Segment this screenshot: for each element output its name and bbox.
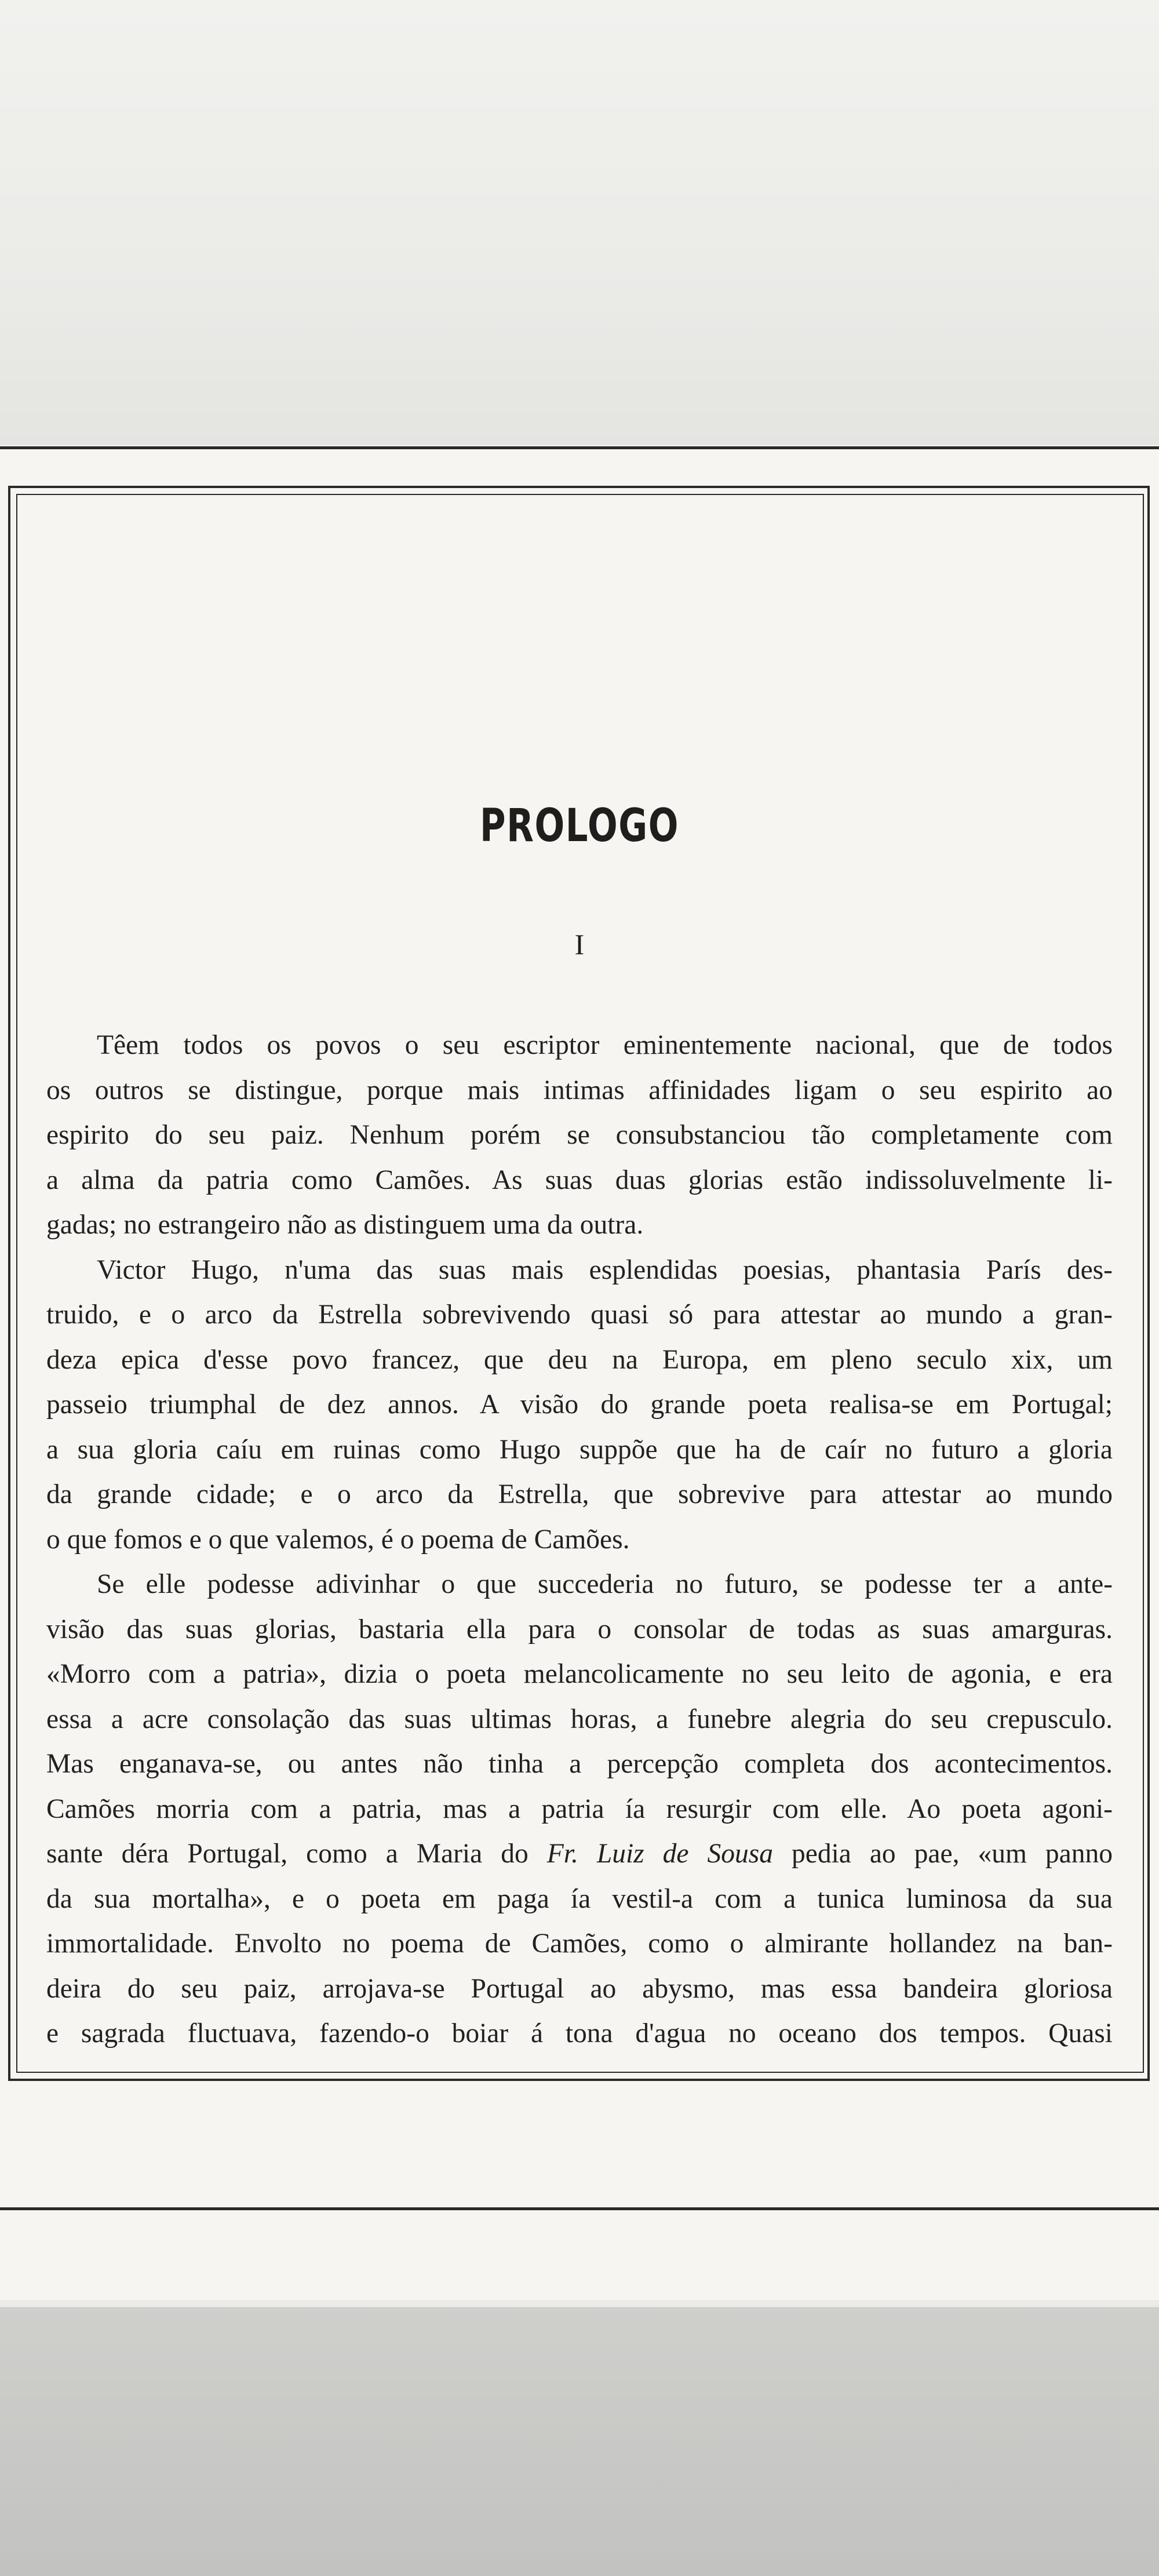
text-line: «Morro com a patria», dizia o poeta melancolicamente no seu leito de agonia, e era [46, 1659, 1113, 1689]
text-line: a alma da patria como Camões. As suas duas glorias estão indissoluvelmente li- [46, 1165, 1113, 1195]
text-line: gadas; no estrangeiro não as distinguem uma da outra. [46, 1210, 644, 1240]
text-segment: pedia ao pae, «um panno [772, 1839, 1113, 1869]
text-line: Têem todos os povos o seu escriptor eminentemente nacional, que de todos [97, 1030, 1113, 1060]
italic-reference: Fr. Luiz de Sousa [546, 1839, 773, 1869]
page-title: PROLOGO [479, 800, 680, 852]
page-bottom-rule [0, 2207, 1159, 2210]
text-line: Se elle podesse adivinhar o que succederia no futuro, se podesse ter a ante- [97, 1569, 1113, 1599]
text-line: passeio triumphal de dez annos. A visão do grande poeta realisa-se em Portugal; [46, 1389, 1113, 1420]
background-above-page [0, 0, 1159, 446]
background-below-page [0, 2307, 1159, 2576]
text-line-with-italic [46, 1832, 1113, 1877]
text-line: Victor Hugo, n'uma das suas mais esplendidas poesias, phantasia París des- [97, 1254, 1113, 1285]
text-segment: sante déra Portugal, como a Maria do [46, 1839, 547, 1869]
body-text [46, 1023, 1113, 2057]
text-line: os outros se distingue, porque mais intimas affinidades ligam o seu espirito ao [46, 1075, 1113, 1105]
text-line: Mas enganava-se, ou antes não tinha a percepção completa dos acontecimentos. [46, 1749, 1113, 1779]
text-line: truido, e o arco da Estrella sobrevivendo quasi só para attestar ao mundo a gran- [46, 1300, 1113, 1330]
text-line: espirito do seu paiz. Nenhum porém se consubstanciou tão completamente com [46, 1120, 1113, 1150]
text-line: Camões morria com a patria, mas a patria ía resurgir com elle. Ao poeta agoni- [46, 1793, 1113, 1824]
text-line: a sua gloria caíu em ruinas como Hugo suppõe que ha de caír no futuro a gloria [46, 1434, 1113, 1465]
page-top-rule [0, 446, 1159, 449]
text-line: deza epica d'esse povo francez, que deu na Europa, em pleno seculo xix, um [46, 1344, 1113, 1375]
text-line: essa a acre consolação das suas ultimas horas, a funebre alegria do seu crepusculo. [46, 1704, 1113, 1734]
text-line: da grande cidade; e o arco da Estrella, que sobrevive para attestar ao mundo [46, 1479, 1113, 1509]
text-line: da sua mortalha», e o poeta em paga ía vestil-a com a tunica luminosa da sua [46, 1883, 1113, 1914]
text-line: deira do seu paiz, arrojava-se Portugal ao abysmo, mas essa bandeira gloriosa [46, 1973, 1113, 2004]
text-line: visão das suas glorias, bastaria ella para o consolar de todas as suas amarguras. [46, 1614, 1113, 1644]
text-line: e sagrada fluctuava, fazendo-o boiar á tona d'agua no oceano dos tempos. Quasi [46, 2018, 1113, 2049]
text-line: o que fomos e o que valemos, é o poema de Camões. [46, 1524, 630, 1555]
text-line: immortalidade. Envolto no poema de Camões, como o almirante hollandez na ban- [46, 1929, 1113, 1959]
section-number: I [574, 928, 585, 960]
